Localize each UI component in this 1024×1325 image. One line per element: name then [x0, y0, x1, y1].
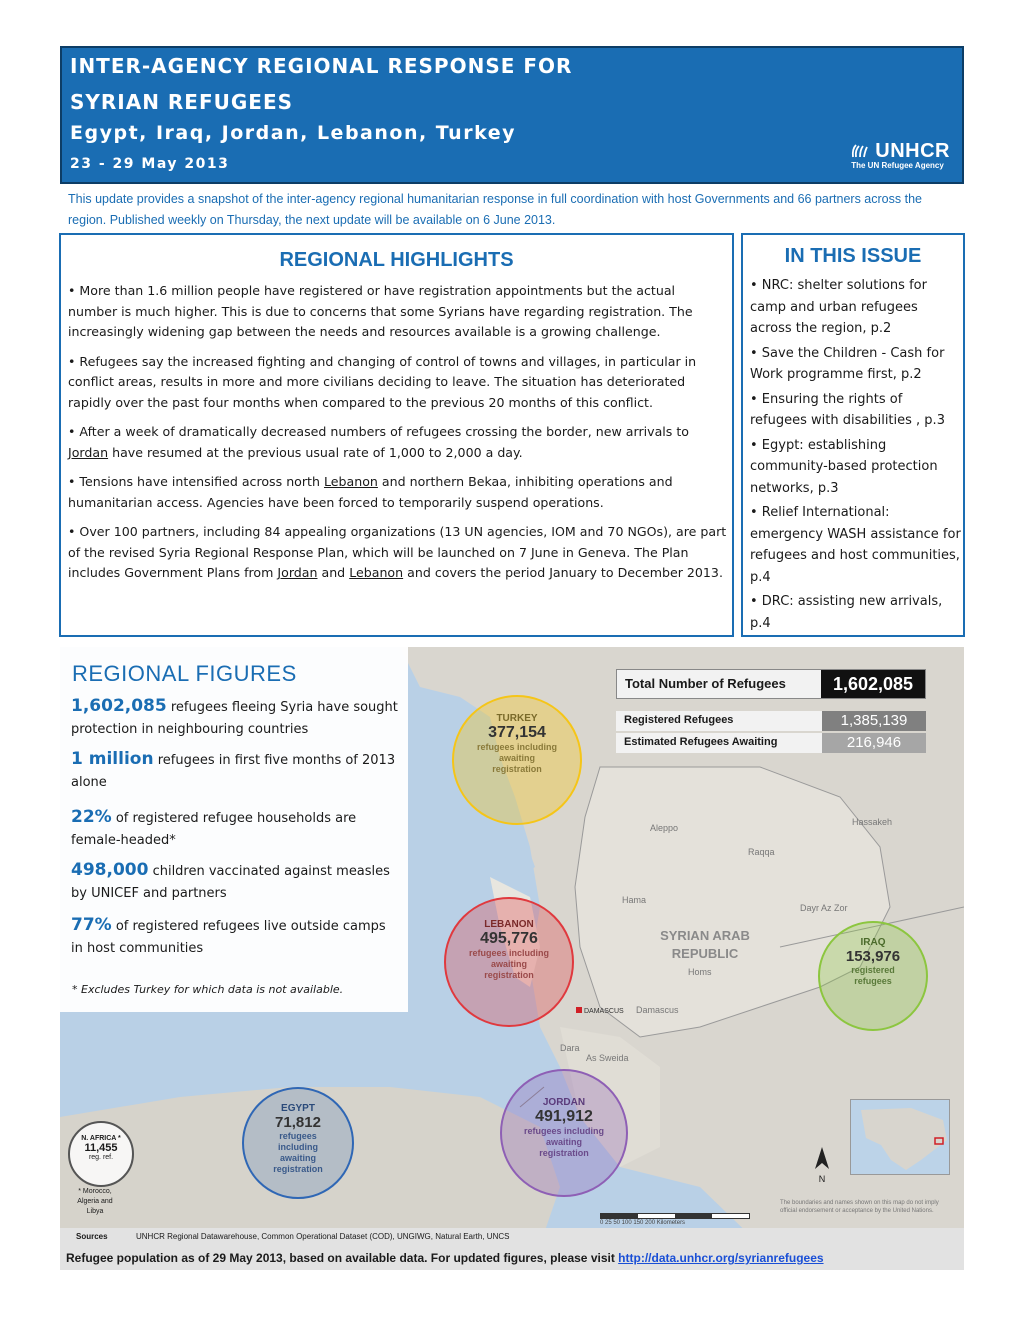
egypt-desc: refugees including awaiting registration: [273, 1131, 323, 1174]
sources-bar: [60, 1228, 964, 1246]
issue-item: • Relief International: emergency WASH assistance for refugees and host communities, p.4: [750, 505, 961, 585]
footer-link[interactable]: http://data.unhcr.org/syrianrefugees: [618, 1251, 824, 1265]
jordan-link[interactable]: Jordan: [277, 565, 318, 580]
iraq-name: IRAQ: [860, 937, 886, 948]
jordan-value: 491,912: [535, 1108, 593, 1125]
unhcr-logo: [851, 140, 950, 170]
damascus-label: Damascus: [636, 1005, 679, 1015]
nafrica-value: 11,455: [84, 1142, 118, 1154]
nafrica-name: N. AFRICA *: [81, 1135, 121, 1142]
highlight-item: • More than 1.6 million people have registered or have registration appointments but the actual number is much higher. This is due to concerns that some Syrians have regarding registration. The increasingly widening gap between the needs and resources available is a growing challenge.: [68, 283, 693, 339]
regional-figures-title: REGIONAL FIGURES: [72, 661, 297, 686]
jordan-bubble: [500, 1069, 628, 1197]
issue-item: • DRC: assisting new arrivals, p.4: [750, 594, 943, 631]
raqqa-label: Raqqa: [748, 847, 775, 857]
totals-panel: [616, 669, 926, 759]
header-banner: [60, 46, 964, 184]
highlights-box: [59, 233, 734, 637]
logo-subtitle: The UN Refugee Agency: [851, 161, 944, 170]
egypt-bubble: [242, 1087, 354, 1199]
hama-label: Hama: [622, 895, 647, 905]
logo-text: UNHCR: [851, 140, 950, 163]
intro-text: This update provides a snapshot of the inter-agency regional humanitarian response in full coordination with host Governments and 66 partners across the region. Published weekly on Thursday, the next update will be available on 6 June 2013.: [68, 192, 922, 227]
lebanon-bubble: [444, 897, 574, 1027]
awaiting-row: [616, 733, 926, 753]
dayr-label: Dayr Az Zor: [800, 903, 848, 913]
north-arrow-icon: [812, 1147, 832, 1184]
sweida-label: As Sweida: [586, 1053, 629, 1063]
in-this-issue-title: IN THIS ISSUE: [784, 245, 922, 267]
total-refugees-label: Total Number of Refugees: [625, 676, 786, 691]
awaiting-value: 216,946: [822, 733, 926, 753]
highlights-list: [68, 281, 728, 593]
turkey-value: 377,154: [488, 724, 546, 741]
issue-item: • Egypt: establishing community-based protection networks, p.3: [750, 437, 938, 496]
nafrica-note: * Morocco, Algeria and Libya: [77, 1188, 113, 1215]
turkey-desc: refugees including awaiting registration: [477, 742, 558, 774]
sources-text: UNHCR Regional Datawarehouse, Common Operational Dataset (COD), UNGIWG, Natural Earth, UNCS: [136, 1232, 510, 1241]
scale-label: 0 25 50 100 150 200 Kilometers: [600, 1220, 686, 1226]
regional-figures-panel: [60, 647, 408, 1012]
highlight-item: • Over 100 partners, including 84 appealing organizations (13 UN agencies, IOM and 70 NGOs), are part of the revised Syria Regional Response Plan, which will be launched on 7 June in Geneva. The Plan includes Government Plans from Jordan and Lebanon and covers the period January to December 2013.: [68, 524, 727, 580]
jordan-name: JORDAN: [542, 1097, 586, 1108]
footer-bar: [60, 1246, 964, 1270]
map-disclaimer: The boundaries and names shown on this map do not imply official endorsement or acceptance by the United Nations.: [780, 1200, 939, 1214]
issue-item: • Ensuring the rights of refugees with disabilities , p.3: [750, 391, 945, 428]
inset-map-graphic: [851, 1100, 949, 1174]
figure-item: 77% of registered refugees live outside camps in host communities: [71, 915, 386, 956]
figure-item: 22% of registered refugee households are female-headed*: [71, 807, 357, 848]
egypt-name: EGYPT: [281, 1103, 315, 1114]
in-this-issue-list: [750, 275, 962, 637]
capital-marker-icon: [576, 1007, 582, 1013]
nafrica-bubble: [68, 1121, 134, 1187]
turkey-name: TURKEY: [496, 713, 538, 724]
footer-text: Refugee population as of 29 May 2013, based on available data. For updated figures, please visit: [66, 1251, 619, 1265]
figure-item: 1,602,085 refugees fleeing Syria have sought protection in neighbouring countries: [71, 696, 398, 737]
daraa-label: Dara: [560, 1043, 580, 1053]
scale-bar-graphic: [600, 1213, 750, 1219]
hassakeh-label: Hassakeh: [852, 817, 893, 827]
header-dates: 23 - 29 May 2013: [70, 156, 230, 172]
figure-item: 1 million refugees in first five months of 2013 alone: [71, 749, 396, 790]
north-label: N: [818, 1174, 826, 1184]
header-countries: Egypt, Iraq, Jordan, Lebanon, Turkey: [70, 122, 516, 144]
awaiting-label: Estimated Refugees Awaiting: [624, 736, 778, 748]
highlight-item: • After a week of dramatically decreased numbers of refugees crossing the border, new arrivals to Jordan have resumed at the previous usual rate of 1,000 to 2,000 a day.: [68, 424, 689, 460]
scale-bar: [600, 1213, 750, 1226]
inset-world-map: [850, 1099, 950, 1175]
header-title-line2: SYRIAN REFUGEES: [70, 90, 294, 114]
registered-label: Registered Refugees: [624, 714, 734, 726]
egypt-value: 71,812: [275, 1114, 321, 1131]
highlights-title: REGIONAL HIGHLIGHTS: [279, 249, 514, 271]
iraq-bubble: [818, 921, 928, 1031]
issue-item: • NRC: shelter solutions for camp and urban refugees across the region, p.2: [750, 278, 927, 336]
lebanon-value: 495,776: [480, 930, 538, 947]
syria-label: SYRIAN ARAB REPUBLIC: [660, 928, 750, 961]
aleppo-label: Aleppo: [650, 823, 679, 833]
lebanon-link[interactable]: Lebanon: [323, 474, 378, 489]
highlight-item: • Refugees say the increased fighting and changing of control of towns and villages, in particular in conflict areas, results in more and more civilians deciding to leave. The situation has deteriorated rapidly over the past four months when compared to the previous 20 months of this conflict.: [68, 353, 697, 410]
figure-item: 498,000 children vaccinated against measles by UNICEF and partners: [71, 860, 390, 901]
jordan-desc: refugees including awaiting registration: [524, 1126, 605, 1158]
issue-item: • Save the Children - Cash for Work programme first, p.2: [750, 345, 945, 382]
damascus-city-label: DAMASCUS: [576, 1007, 624, 1015]
lebanon-desc: refugees including awaiting registration: [469, 948, 550, 980]
header-title-line1: INTER-AGENCY REGIONAL RESPONSE FOR: [70, 54, 573, 78]
in-this-issue-box: [741, 233, 965, 637]
lebanon-name: LEBANON: [484, 919, 534, 930]
jordan-link[interactable]: Jordan: [68, 444, 109, 460]
total-refugees-value: 1,602,085: [821, 670, 925, 698]
registered-row: [616, 711, 926, 731]
total-refugees-row: [616, 669, 926, 699]
iraq-value: 153,976: [845, 948, 901, 965]
sources-label: Sources: [76, 1232, 108, 1241]
homs-label: Homs: [688, 967, 712, 977]
figures-footnote: * Excludes Turkey for which data is not available.: [72, 983, 344, 996]
turkey-bubble: [452, 695, 582, 825]
lebanon-link[interactable]: Lebanon: [349, 565, 404, 580]
iraq-desc: registered refugees: [851, 965, 895, 986]
registered-value: 1,385,139: [822, 711, 926, 731]
highlight-item: • Tensions have intensified across north Lebanon and northern Bekaa, inhibiting operations and humanitarian access. Agencies have been forced to temporarily suspend operations.: [68, 474, 673, 510]
unhcr-emblem-icon: [851, 140, 875, 162]
nafrica-desc: reg. ref.: [88, 1154, 114, 1161]
